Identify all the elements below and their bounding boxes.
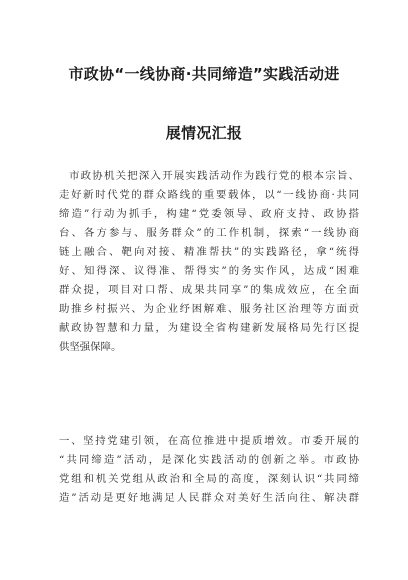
paragraph-line: 献政协智慧和力量，为建设全省构建新发展格局先行区提 bbox=[59, 322, 359, 334]
paragraph-line: 缔造”行动为抓手，构建“党委领导、政府支持、政协搭 bbox=[59, 208, 359, 220]
paragraph-line: 党组和机关党组从政治和全局的高度，深刻认识“共同缔 bbox=[59, 473, 359, 485]
paragraph-line: 市政协机关把深入开展实践活动作为践行党的根本宗旨、 bbox=[69, 170, 359, 182]
paragraph-line: 群众提，项目对口帮、成果共同享”的集成效应，在全面 bbox=[59, 284, 359, 296]
paragraph-line: 台、各方参与、服务群众”的工作机制，探索“一线协商 bbox=[59, 227, 359, 239]
paragraph-line: 好、知得深、议得准、帮得实”的务实作风，达成“困难 bbox=[59, 265, 359, 277]
paragraph-line: 走好新时代党的群众路线的重要载体，以“一线协商·共同 bbox=[59, 189, 359, 201]
paragraph-line: 造”活动是更好地满足人民群众对美好生活向往、解决群 bbox=[59, 492, 359, 504]
paragraph-line: “共同缔造”活动，是深化实践活动的创新之举。市政协 bbox=[59, 454, 359, 466]
paragraph-line: 一、坚持党建引领，在高位推进中提质增效。市委开展的 bbox=[59, 435, 359, 447]
paragraph-line: 助推乡村振兴、为企业纾困解难、服务社区治理等方面贡 bbox=[59, 303, 359, 315]
title-line-1: 市政协“一线协商·共同缔造”实践活动进 bbox=[68, 65, 340, 83]
paragraph-line: 链上融合、靶向对接、精准帮扶”的实践路径，拿“统得 bbox=[59, 246, 359, 258]
title-line-2: 展情况汇报 bbox=[165, 124, 243, 142]
paragraph-line: 供坚强保障。 bbox=[59, 341, 122, 353]
